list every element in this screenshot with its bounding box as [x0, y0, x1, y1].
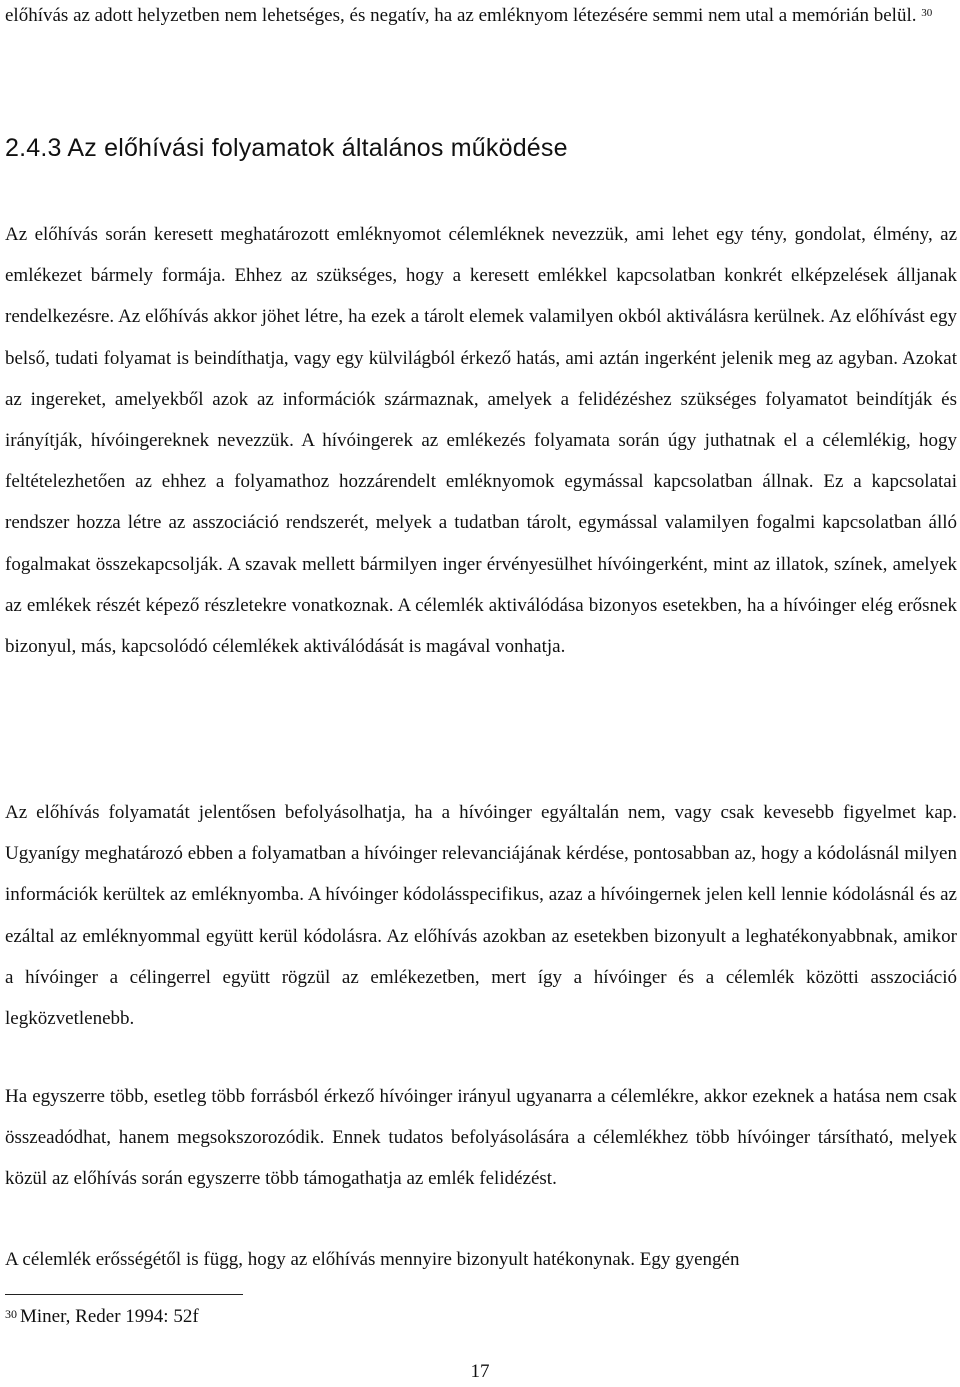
footnote-text: Miner, Reder 1994: 52f [20, 1306, 199, 1327]
footnote [5, 1300, 199, 1334]
footnote-number: 30 [5, 1307, 17, 1321]
page-number: 17 [470, 1361, 490, 1382]
paragraph-continued [5, 0, 957, 36]
section-heading: 2.4.3 Az előhívási folyamatok általános működése [5, 134, 568, 162]
paragraph: A célemlék erősségétől is függ, hogy az előhívás mennyire bizonyult hatékonynak. Egy gyengén [5, 1249, 740, 1270]
footnote-reference[interactable]: 30 [921, 7, 933, 19]
paragraph-text: előhívás az adott helyzetben nem lehetséges, és negatív, ha az emléknyom létezésére semmi nem utal a memórián belül. [5, 5, 917, 26]
paragraph: Ha egyszerre több, esetleg több forrásból érkező hívóinger irányul ugyanarra a célemlékre, akkor ezeknek a hatása nem csak összeadódhat, hanem megsokszorozódik. Ennek tudatos befolyásolására a célemlékhez több hívóinger társítható, melyek közül az előhívás során egyszerre több támogathatja az emlék felidézést. [5, 1086, 957, 1190]
footnote-separator [5, 1294, 243, 1295]
paragraph: Az előhívás során keresett meghatározott emléknyomot célemléknek nevezzük, ami lehet egy tény, gondolat, élmény, az emlékezet bármely formája. Ehhez az szükséges, hogy a keresett emlékkel kapcsolatban konkrét elképzelések álljanak rendelkezésre. Az előhívás akkor jöhet létre, ha ezek a tárolt elemek valamilyen okból aktiválásra kerülnek. Az előhívást egy belső, tudati folyamat is beindíthatja, vagy egy külvilágból érkező hatás, ami aztán ingerként jelenik meg az agyban. Azokat az ingereket, amelyekből azok az információk származnak, amelyek a felidézéshez szükséges folyamatot beindítják és irányítják, hívóingereknek nevezzük. A hívóingerek az emlékezés folyamata során úgy juthatnak el a célemlékig, hogy feltételezhetően az ehhez a folyamathoz hozzárendelt emléknyomok egymással kapcsolatban állnak. Ez a kapcsolatai rendszer hozza létre az asszociáció rendszerét, melyek a tudatban tárolt, egymással valamilyen fogalmi kapcsolatban álló fogalmakat összekapcsolják. A szavak mellett bármilyen inger érvényesülhet hívóingerként, mint az illatok, színek, amelyek az emlékek részét képező részletekre vonatkoznak. A célemlék aktiválódása bizonyos esetekben, ha a hívóinger elég erősnek bizonyul, más, kapcsolódó célemlékek aktiválódását is magával vonhatja. [5, 224, 957, 658]
paragraph: Az előhívás folyamatát jelentősen befolyásolhatja, ha a hívóinger egyáltalán nem, vagy csak kevesebb figyelmet kap. Ugyanígy meghatározó ebben a folyamatban a hívóinger relevanciájának kérdése, pontosabban az, hogy a kódolásnál milyen információk kerültek az emléknyomba. A hívóinger kódolásspecifikus, azaz a hívóingernek jelen kell lennie kódolásnál és az ezáltal az emléknyommal együtt kerül kódolásra. Az előhívás azokban az esetekben bizonyult a leghatékonyabbnak, amikor a hívóinger a célingerrel együtt rögzül az emlékezetben, mert így a hívóinger és a célemlék közötti asszociáció legközvetlenebb. [5, 802, 957, 1030]
